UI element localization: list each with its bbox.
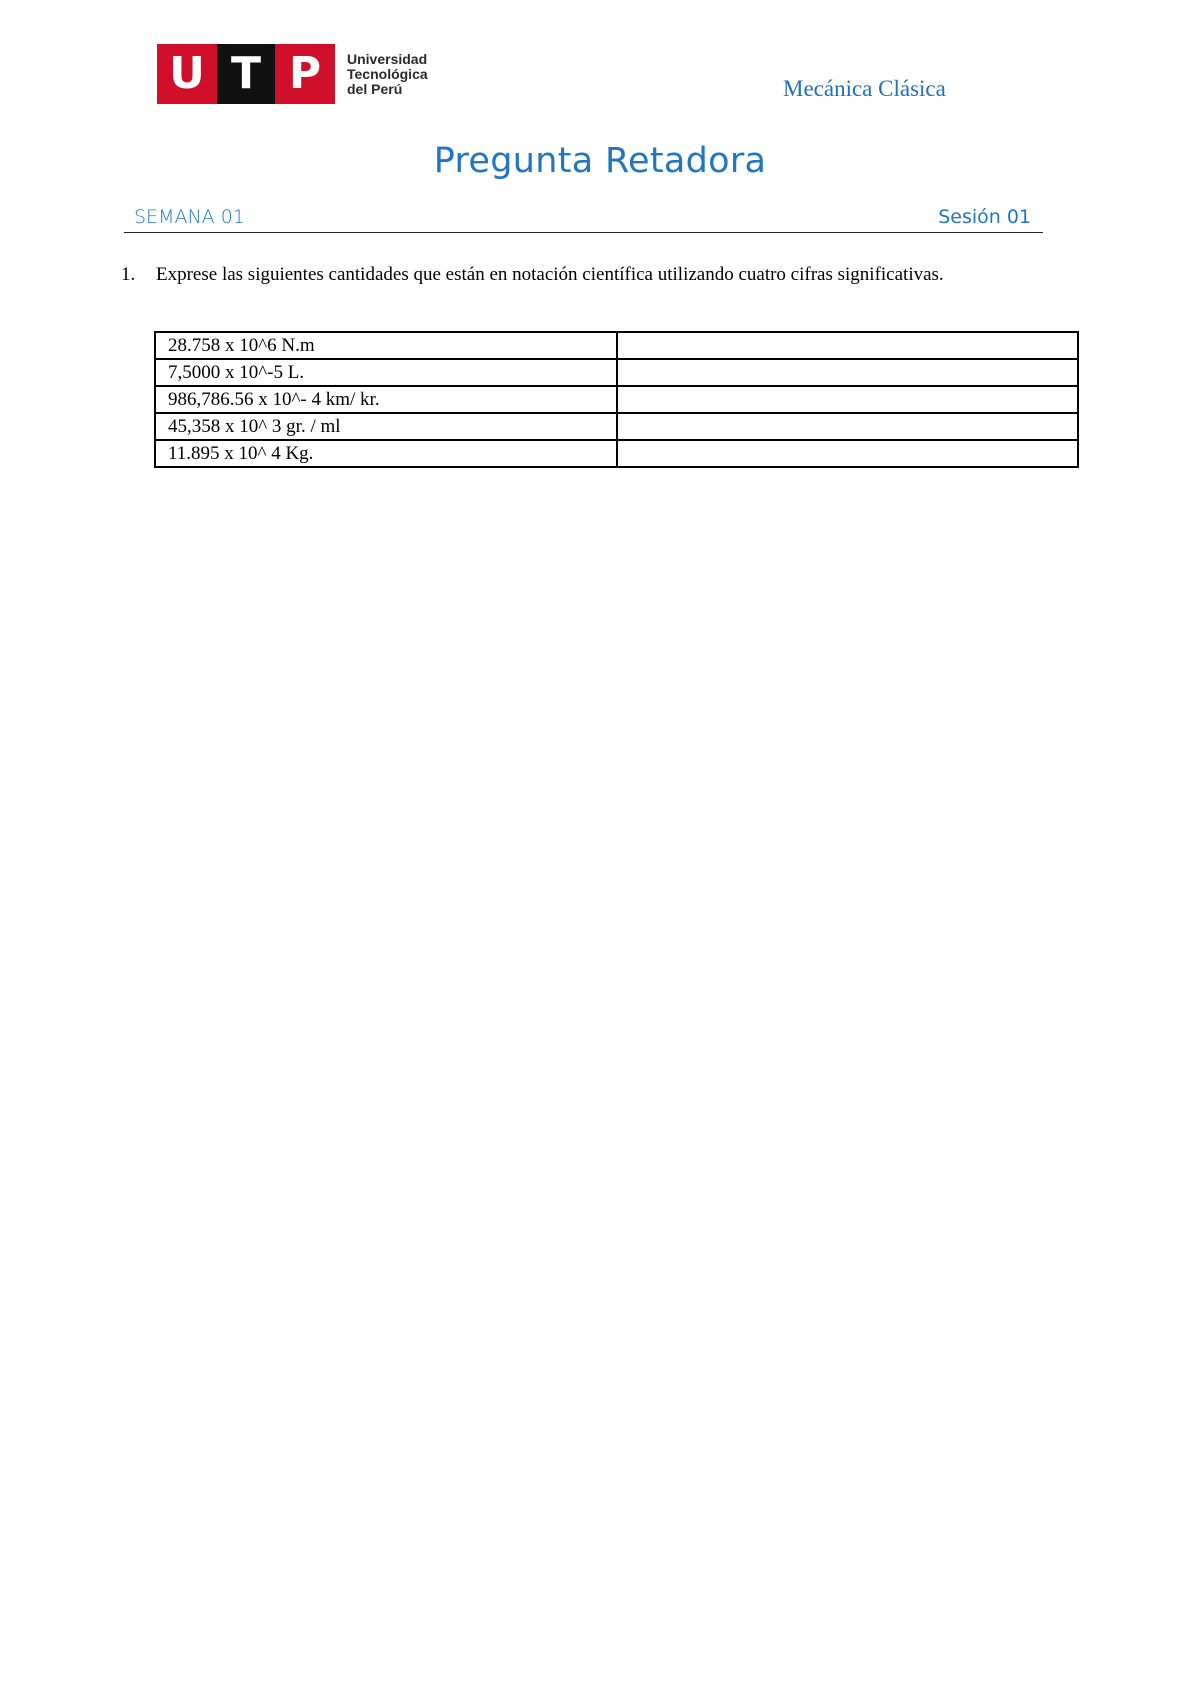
logo-letter-p: P — [275, 44, 335, 104]
quantity-cell: 7,5000 x 10^-5 L. — [155, 359, 617, 386]
question-1 — [121, 264, 944, 286]
page-title: Pregunta Retadora — [433, 141, 767, 181]
logo-text — [347, 52, 428, 97]
quantity-cell: 11.895 x 10^ 4 Kg. — [155, 440, 617, 467]
table-row — [155, 332, 1078, 359]
question-number: 1. — [121, 264, 136, 285]
week-session-bar — [124, 206, 1043, 233]
answer-cell — [617, 413, 1078, 440]
quantity-cell: 45,358 x 10^ 3 gr. / ml — [155, 413, 617, 440]
answer-cell — [617, 332, 1078, 359]
table-row — [155, 413, 1078, 440]
week-label: SEMANA 01 — [134, 206, 245, 228]
table-row — [155, 359, 1078, 386]
course-name: Mecánica Clásica — [783, 76, 946, 101]
question-text: Exprese las siguientes cantidades que están en notación científica utilizando cuatro cifras significativas. — [156, 264, 944, 285]
quantities-table — [154, 331, 1079, 468]
session-label: Sesión 01 — [938, 206, 1031, 228]
table-row — [155, 440, 1078, 467]
utp-logo — [157, 44, 428, 104]
quantity-cell: 986,786.56 x 10^- 4 km/ kr. — [155, 386, 617, 413]
logo-letter-u: U — [157, 44, 217, 104]
logo-letter-t: T — [217, 44, 275, 104]
logo-text-line3: del Perú — [347, 80, 403, 97]
answer-cell — [617, 359, 1078, 386]
logo-text-line2: Tecnológica — [347, 65, 428, 82]
quantity-cell: 28.758 x 10^6 N.m — [155, 332, 617, 359]
answer-cell — [617, 386, 1078, 413]
table-row — [155, 386, 1078, 413]
answer-cell — [617, 440, 1078, 467]
logo-text-line1: Universidad — [347, 50, 428, 67]
